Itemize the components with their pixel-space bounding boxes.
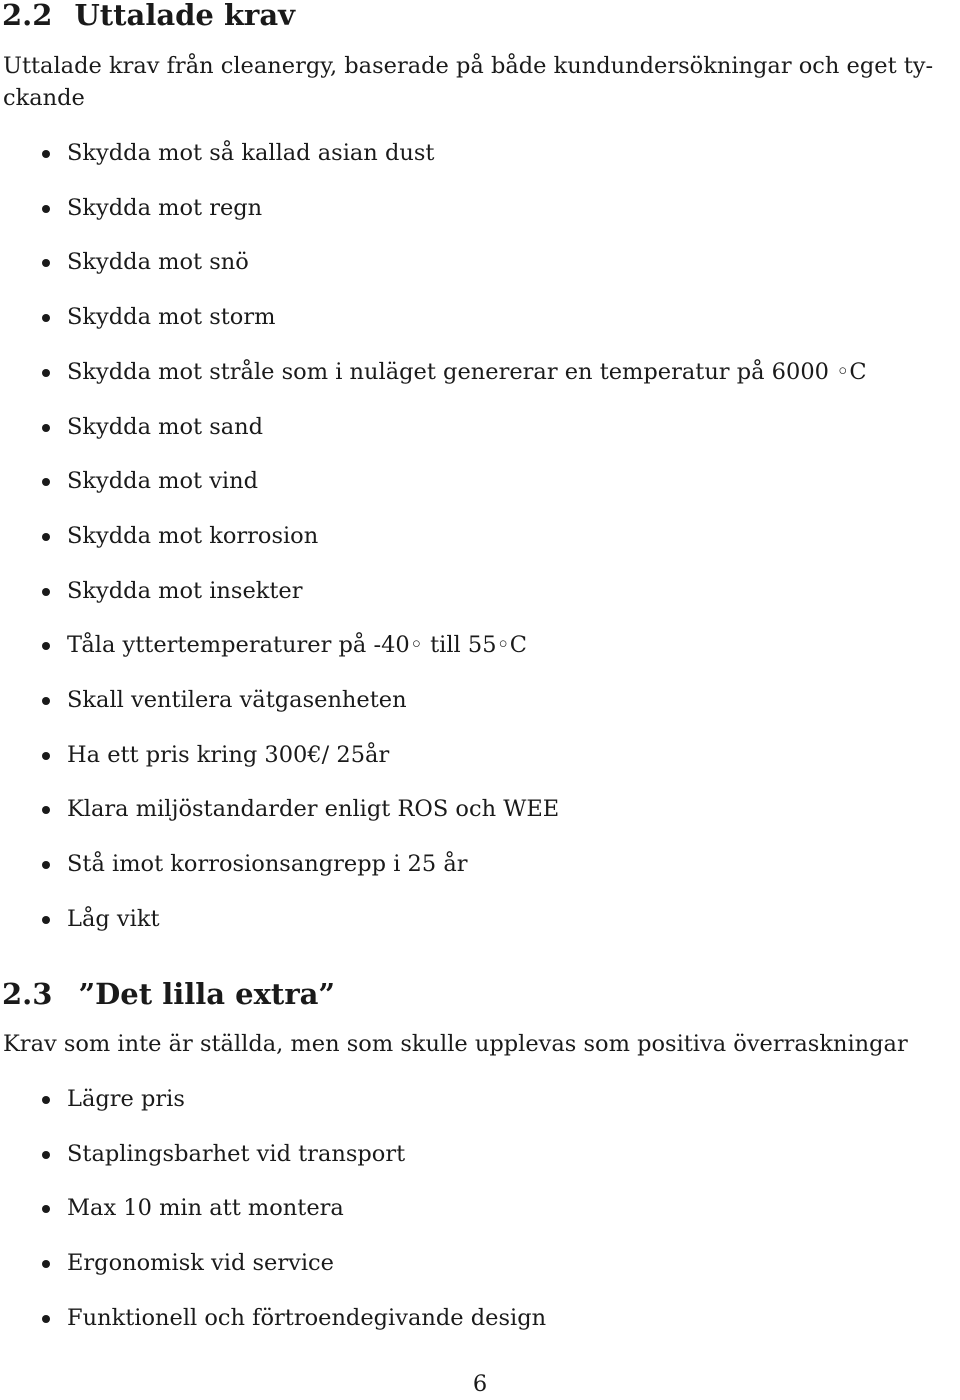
list-item bbox=[0, 793, 940, 825]
list-item-text: Skydda mot så kallad asian dust bbox=[67, 140, 435, 166]
bullet-icon bbox=[42, 424, 50, 432]
bullet-icon bbox=[42, 205, 50, 213]
bullet-icon bbox=[42, 1205, 50, 1213]
list-item bbox=[0, 301, 940, 333]
list-item bbox=[0, 411, 940, 443]
bullet-icon bbox=[42, 806, 50, 814]
list-item-text: Skydda mot korrosion bbox=[67, 522, 319, 549]
section-number: 2.3 bbox=[2, 977, 53, 1011]
list-item bbox=[0, 246, 940, 278]
intro-line-2: ckande bbox=[3, 85, 85, 111]
intro-line-1: Uttalade krav från cleanergy, baserade på både kundundersökningar och eget ty- bbox=[3, 53, 934, 79]
list-item bbox=[0, 1302, 940, 1334]
list-item bbox=[0, 684, 940, 716]
list-item-text: Skydda mot snö bbox=[67, 249, 249, 276]
bullet-icon bbox=[42, 1096, 50, 1104]
bullet-icon bbox=[42, 588, 50, 596]
bullet-icon bbox=[42, 1151, 50, 1159]
list-item bbox=[0, 848, 940, 880]
list-item-text: Tåla yttertemperaturer på -40◦ till 55◦C bbox=[67, 632, 528, 659]
list-item-text: Skydda mot sand bbox=[67, 413, 264, 440]
list-item-text: Staplingsbarhet vid transport bbox=[67, 1140, 406, 1167]
list-item-text: Skydda mot stråle som i nuläget genererar en temperatur på 6000 ◦C bbox=[67, 358, 867, 385]
bullet-icon bbox=[42, 259, 50, 267]
list-item-text: Skydda mot vind bbox=[67, 468, 259, 495]
list-item-text: Stå imot korrosionsangrepp i 25 år bbox=[67, 851, 468, 878]
section-heading-2-2 bbox=[2, 0, 295, 33]
list-item bbox=[0, 629, 940, 661]
bullet-icon bbox=[42, 478, 50, 486]
list-item-text: Skall ventilera vätgasenheten bbox=[67, 687, 407, 713]
list-item bbox=[0, 1138, 940, 1170]
bullet-icon bbox=[42, 1315, 50, 1323]
list-item bbox=[0, 1192, 940, 1224]
page-number: 6 bbox=[472, 1371, 488, 1397]
list-item-text: Skydda mot insekter bbox=[67, 577, 303, 604]
list-item-text: Låg vikt bbox=[67, 905, 160, 932]
list-item-text: Ergonomisk vid service bbox=[67, 1250, 334, 1277]
list-item-text: Ha ett pris kring 300€/ 25år bbox=[67, 741, 390, 768]
bullet-icon bbox=[42, 861, 50, 869]
list-item bbox=[0, 520, 940, 552]
list-item bbox=[0, 465, 940, 497]
bullet-icon bbox=[42, 697, 50, 705]
bullet-icon bbox=[42, 150, 50, 158]
bullet-icon bbox=[42, 916, 50, 924]
bullet-icon bbox=[42, 752, 50, 760]
section-title: ”Det lilla extra” bbox=[78, 977, 336, 1011]
section-intro-paragraph bbox=[3, 50, 953, 114]
list-item-text: Lägre pris bbox=[67, 1086, 185, 1112]
section-number: 2.2 bbox=[2, 0, 53, 32]
list-item bbox=[0, 137, 940, 169]
list-item bbox=[0, 1083, 940, 1115]
list-item bbox=[0, 192, 940, 224]
list-item bbox=[0, 739, 940, 771]
bullet-icon bbox=[42, 533, 50, 541]
bullet-icon bbox=[42, 642, 50, 650]
section-title: Uttalade krav bbox=[74, 0, 295, 32]
bullet-icon bbox=[42, 1260, 50, 1268]
list-item bbox=[0, 1247, 940, 1279]
list-item-text: Max 10 min att montera bbox=[67, 1195, 344, 1222]
section-intro-paragraph: Krav som inte är ställda, men som skulle upplevas som positiva överraskningar bbox=[3, 1031, 908, 1057]
bullet-icon bbox=[42, 314, 50, 322]
bullet-icon bbox=[42, 369, 50, 377]
list-item bbox=[0, 575, 940, 607]
list-item-text: Klara miljöstandarder enligt ROS och WEE bbox=[67, 796, 560, 823]
section-heading-2-3 bbox=[2, 976, 335, 1012]
list-item-text: Skydda mot storm bbox=[67, 304, 276, 331]
list-item bbox=[0, 356, 940, 388]
list-item-text: Funktionell och förtroendegivande design bbox=[67, 1304, 547, 1331]
list-item-text: Skydda mot regn bbox=[67, 194, 263, 221]
list-item bbox=[0, 903, 940, 935]
